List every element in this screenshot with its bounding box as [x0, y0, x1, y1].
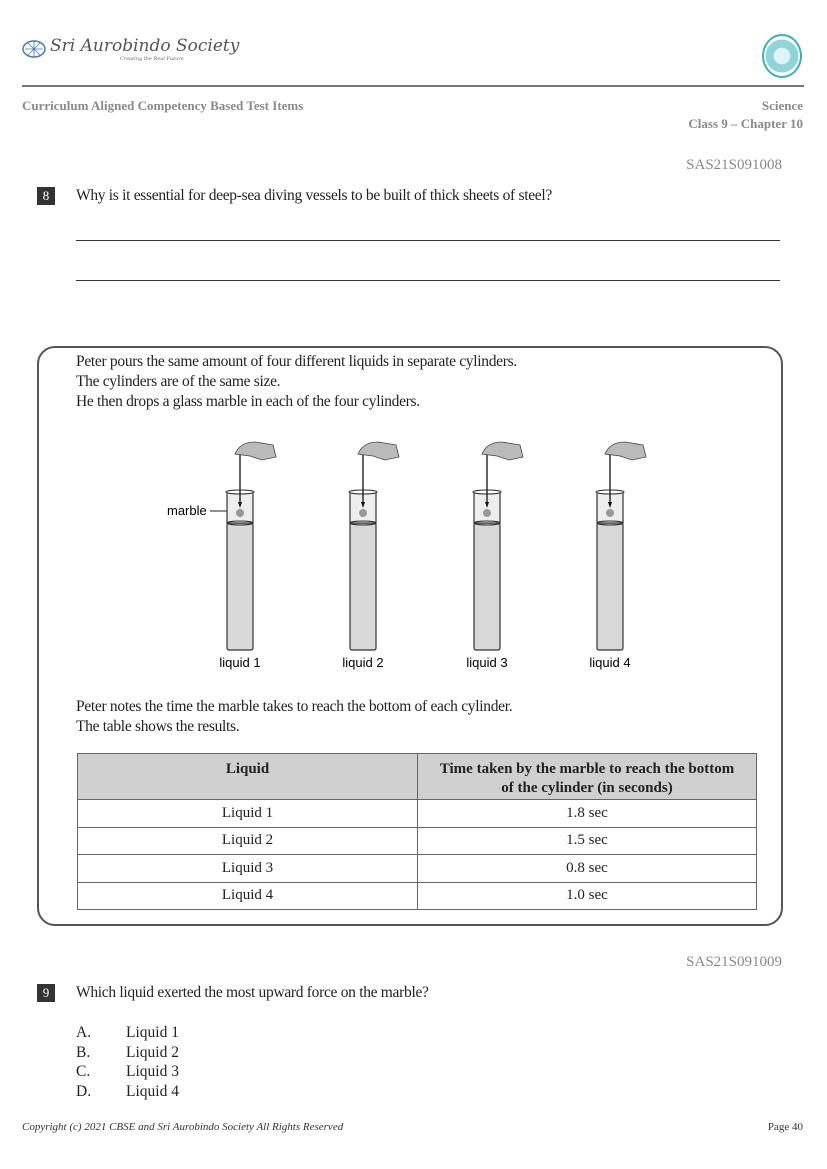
option-d[interactable] — [76, 1082, 179, 1102]
doc-title: Curriculum Aligned Competency Based Test Items — [22, 98, 304, 113]
subject: Science — [761, 98, 803, 113]
option-c[interactable] — [76, 1062, 179, 1082]
option-letter: B. — [76, 1043, 91, 1061]
column-header: Time taken by the marble to reach the bottom of the cylinder (in seconds) — [418, 754, 757, 800]
table-row — [78, 827, 757, 855]
option-a[interactable] — [76, 1023, 179, 1043]
answer-options — [76, 1023, 179, 1101]
marble — [359, 509, 367, 517]
answer-line[interactable] — [76, 280, 780, 281]
cell: 1.5 sec — [418, 827, 757, 855]
sas-logo — [22, 36, 239, 62]
passage-line: The cylinders are of the same size. — [76, 373, 281, 390]
globe-icon — [22, 39, 46, 59]
table-row — [78, 855, 757, 883]
question-number: 9 — [37, 984, 55, 1002]
option-text: Liquid 4 — [126, 1082, 179, 1100]
passage-line: The table shows the results. — [76, 718, 240, 735]
cell: Liquid 3 — [78, 855, 418, 883]
cell: Liquid 4 — [78, 882, 418, 910]
header-rule — [22, 85, 804, 87]
cell: 0.8 sec — [418, 855, 757, 883]
question-text: Why is it essential for deep-sea diving vessels to be built of thick sheets of steel? — [76, 187, 552, 204]
passage-line: Peter notes the time the marble takes to reach the bottom of each cylinder. — [76, 698, 513, 715]
option-letter: D. — [76, 1082, 92, 1100]
cell: Liquid 1 — [78, 800, 418, 828]
table-row — [78, 882, 757, 910]
class-chapter: Class 9 – Chapter 10 — [688, 116, 803, 131]
liquid-label: liquid 1 — [219, 655, 261, 670]
cell: Liquid 2 — [78, 827, 418, 855]
liquid-column — [597, 523, 623, 650]
option-text: Liquid 1 — [126, 1024, 179, 1041]
table-header-row — [78, 754, 757, 800]
org-name: Sri Aurobindo Society — [50, 36, 240, 56]
hand-icon — [605, 442, 646, 460]
table-row — [78, 800, 757, 828]
hand-icon — [235, 442, 276, 460]
cell: 1.0 sec — [418, 882, 757, 910]
option-text: Liquid 2 — [126, 1043, 179, 1061]
liquid-column — [227, 523, 253, 650]
answer-line[interactable] — [76, 240, 780, 241]
copyright: Copyright (c) 2021 CBSE and Sri Aurobindo Society All Rights Reserved — [22, 1121, 344, 1133]
cbse-seal — [762, 34, 802, 78]
liquid-column — [474, 523, 500, 650]
hand-icon — [482, 442, 523, 460]
marble — [236, 509, 244, 517]
liquid-label: liquid 3 — [466, 655, 508, 670]
cylinders-figure — [155, 434, 665, 680]
hand-icon — [358, 442, 399, 460]
marble — [483, 509, 491, 517]
marble-label: marble — [167, 503, 207, 518]
option-letter: A. — [76, 1024, 92, 1041]
liquid-label: liquid 4 — [589, 655, 631, 670]
passage-intro — [76, 352, 517, 412]
question-number: 8 — [37, 187, 55, 205]
org-tagline: Creating the Real Future — [120, 56, 184, 62]
page-number: Page 40 — [767, 1121, 803, 1133]
cell: 1.8 sec — [418, 800, 757, 828]
option-b[interactable] — [76, 1043, 179, 1063]
passage-results — [76, 697, 512, 737]
results-table — [77, 753, 757, 910]
liquid-label: liquid 2 — [342, 655, 384, 670]
question-code: SAS21S091008 — [686, 157, 782, 173]
option-text: Liquid 3 — [126, 1063, 179, 1081]
option-letter: C. — [76, 1063, 91, 1081]
question-code: SAS21S091009 — [686, 954, 782, 970]
passage-line: Peter pours the same amount of four different liquids in separate cylinders. — [76, 353, 517, 370]
passage-line: He then drops a glass marble in each of the four cylinders. — [76, 393, 420, 410]
column-header: Liquid — [78, 754, 418, 800]
question-text: Which liquid exerted the most upward force on the marble? — [76, 984, 429, 1001]
liquid-column — [350, 523, 376, 650]
marble — [606, 509, 614, 517]
